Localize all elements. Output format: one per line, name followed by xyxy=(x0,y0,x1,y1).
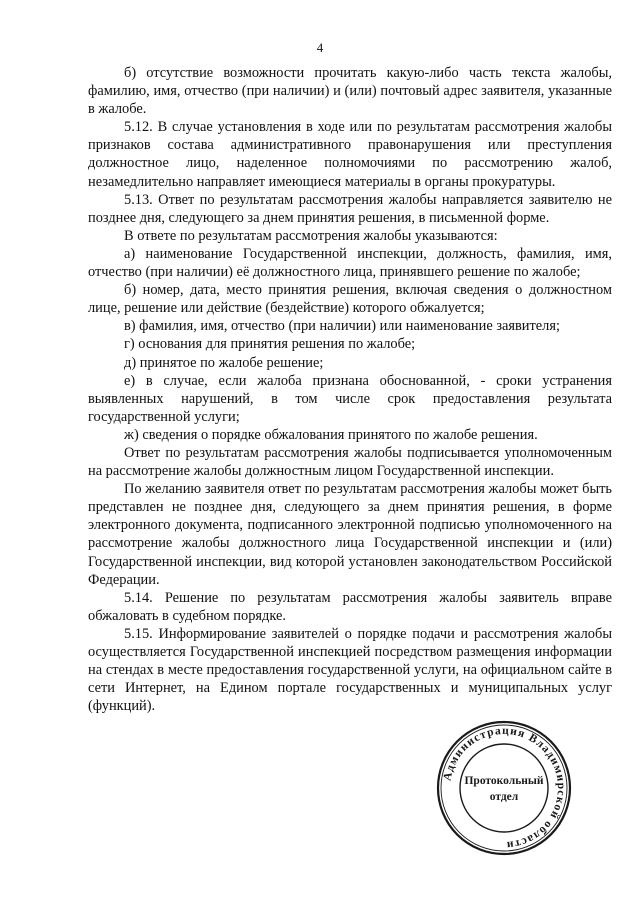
paragraph: е) в случае, если жалоба признана обоснованной, - сроки устранения выявленных нарушений, в том числе срок предоставления результата государственной услуги; xyxy=(88,372,612,425)
paragraph: По желанию заявителя ответ по результатам рассмотрения жалобы может быть представлен не позднее дня, следующего за днем принятия решения, в форме электронного документа, подписанного электронной подписью уполномоченного на рассмотрение жалобы должностного лица Государственной инспекции и (или) Государственной инспекции, вид которой установлен законодательством Российской Федерации. xyxy=(88,481,612,588)
paragraph: б) отсутствие возможности прочитать какую-либо часть текста жалобы, фамилию, имя, отчество (при наличии) и (или) почтовый адрес заявителя, указанные в жалобе. xyxy=(88,65,612,118)
page-number: 4 xyxy=(316,40,324,55)
paragraph: Ответ по результатам рассмотрения жалобы подписывается уполномоченным на рассмотрение жалобы должностным лицом Государственной инспекции. xyxy=(88,444,612,480)
stamp-inner-ring xyxy=(460,744,548,832)
stamp-ring-text-path: Администрация Владимирской области xyxy=(441,724,568,852)
stamp-center-line2: отдел xyxy=(489,791,519,803)
paragraph: 5.14. Решение по результатам рассмотрения жалобы заявитель вправе обжаловать в судебном порядке. xyxy=(88,589,612,624)
paragraph: 5.13. Ответ по результатам рассмотрения жалобы направляется заявителю не позднее дня, следующего за днем принятия решения, в письменной форме. xyxy=(88,191,612,226)
stamp-outer-ring xyxy=(438,722,570,854)
paragraph: ж) сведения о порядке обжалования принятого по жалобе решения. xyxy=(124,426,538,443)
paragraph: В ответе по результатам рассмотрения жалобы указываются: xyxy=(124,227,498,244)
stamp-center-line1: Протокольный xyxy=(464,775,544,787)
document-body xyxy=(88,64,612,715)
paragraph: в) фамилия, имя, отчество (при наличии) или наименование заявителя; xyxy=(124,318,560,335)
paragraph: г) основания для принятия решения по жалобе; xyxy=(124,336,416,353)
paragraph: д) принятое по жалобе решение; xyxy=(124,354,324,371)
paragraph: 5.12. В случае установления в ходе или по результатам рассмотрения жалобы признаков состава административного правонарушения или преступления должностное лицо, наделенное полномочиями по рассмотрению жалоб, незамедлительно направляет имеющиеся материалы в органы прокуратуры. xyxy=(88,119,612,190)
official-stamp xyxy=(434,718,574,858)
paragraph: 5.15. Информирование заявителей о порядке подачи и рассмотрения жалобы осуществляется Государственной инспекцией посредством размещения информации на стендах в месте предоставления государственной услуги, на официальном сайте в сети Интернет, на Едином портале государственных и муниципальных услуг (функций). xyxy=(88,625,612,715)
paragraph: б) номер, дата, место принятия решения, включая сведения о должностном лице, решение или действие (бездействие) которого обжалуется; xyxy=(88,282,612,317)
paragraph: а) наименование Государственной инспекции, должность, фамилия, имя, отчество (при наличии) её должностного лица, принявшего решение по жалобе; xyxy=(88,245,612,281)
